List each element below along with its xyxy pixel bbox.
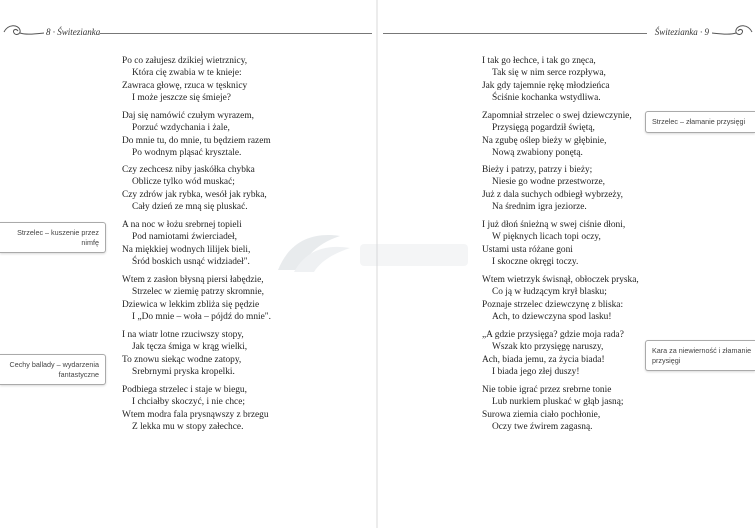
verse-line: I już dłoń śnieżną w swej ciśnie dłoni, xyxy=(482,220,626,230)
verse-line: To znowu siekąc wodne zatopy, xyxy=(122,354,242,365)
stanza xyxy=(122,164,267,214)
verse-line: Wtem wietrzyk świsnął, obłoczek pryska, xyxy=(482,275,639,285)
verse-line: Nie tobie igrać przez srebrne tonie xyxy=(482,385,612,395)
verse-line: I może jeszcze się śmieje? xyxy=(132,93,231,104)
verse-line: Tak się w nim serce rozpływa, xyxy=(492,68,606,79)
stanza xyxy=(122,55,247,105)
verse-line: Do mnie tu, do mnie, tu będziem razem xyxy=(122,135,271,146)
verse-line: Jak gdy tajemnie rękę młodzieńca xyxy=(482,80,610,91)
verse-line: Która cię zwabia w te knieje: xyxy=(132,68,242,79)
verse-line: Surowa ziemia ciało pochłonie, xyxy=(482,409,601,420)
verse-line: I na wiatr lotne rzuciwszy stopy, xyxy=(122,330,244,340)
stanza xyxy=(122,110,271,160)
verse-line: Wtem modra fala prysnąwszy z brzegu xyxy=(122,409,269,420)
stanza xyxy=(482,329,624,379)
verse-line: Dziewica w lekkim zbliża się pędzie xyxy=(122,299,260,310)
verse-line: Zawraca głowę, rzuca w tęsknicy xyxy=(122,80,248,91)
verse-line: Nową zwabiony ponętą. xyxy=(492,148,583,159)
stanza xyxy=(122,384,269,434)
stanza xyxy=(122,329,247,379)
verse-line: Wszak kto przysięgę naruszy, xyxy=(492,342,604,353)
verse-line: Po wodnym pląsać krysztale. xyxy=(132,148,242,159)
verse-line: W pięknych licach topi oczy, xyxy=(492,232,601,243)
verse-line: I biada jego złej duszy! xyxy=(492,367,580,378)
margin-note: Cechy ballady – wydarzenia fantastyczne xyxy=(0,354,106,385)
verse-line: I skoczne okręgi toczy. xyxy=(492,257,579,268)
verse-line: Po co załujesz dzikiej wietrznicy, xyxy=(122,56,248,66)
header-rule-right xyxy=(383,33,647,34)
corner-flourish-right-icon xyxy=(712,22,754,44)
verse-line: Jak tęcza śmiga w krąg wielki, xyxy=(132,342,248,353)
verse-line: Wtem z zasłon błysną piersi łabędzie, xyxy=(122,275,264,285)
verse-line: „A gdzie przysięga? gdzie moja rada? xyxy=(482,330,624,340)
verse-line: Cały dzień ze mną się pluskać. xyxy=(132,202,248,213)
verse-line: Na średnim igra jeziorze. xyxy=(492,202,587,213)
corner-flourish-left-icon xyxy=(2,22,44,44)
verse-line: I chciałby skoczyć, i nie chce; xyxy=(132,397,245,408)
verse-line: Oczy twe źwirem zagasną. xyxy=(492,422,593,433)
page-header-left: 8 · Świtezianka xyxy=(46,27,101,37)
stanza xyxy=(482,219,625,269)
page-header-right: Świtezianka · 9 xyxy=(654,27,709,37)
stanza xyxy=(482,384,623,434)
verse-line: Srebrnymi pryska kropelki. xyxy=(132,367,235,378)
verse-line: Na miękkiej wodnych lilijek bieli, xyxy=(122,244,251,255)
verse-line: Strzelec w ziemię patrzy skromnie, xyxy=(132,287,264,298)
verse-line: Czy zechcesz niby jaskółka chybka xyxy=(122,165,255,175)
stanza xyxy=(122,274,271,324)
verse-line: Śród boskich usnąć widziadeł". xyxy=(132,257,250,268)
verse-line: I „Do mnie – woła – pójdź do mnie". xyxy=(132,312,271,323)
verse-line: Co ją w łudzącym krył blasku; xyxy=(492,287,607,298)
verse-line: Podbiega strzelec i staje w biegu, xyxy=(122,385,247,395)
stanza xyxy=(482,55,610,105)
verse-line: Ściśnie kochanka wstydliwa. xyxy=(492,93,601,104)
stanza xyxy=(482,110,632,160)
verse-line: Ach, biada jemu, za życia biada! xyxy=(482,354,605,365)
stanza xyxy=(482,164,623,214)
verse-line: Lub nurkiem pluskać w głąb jasną; xyxy=(492,397,624,408)
publisher-watermark-icon xyxy=(268,226,473,280)
verse-line: Pod namiotami źwierciadeł, xyxy=(132,232,237,243)
verse-line: Przysięgą pogardził świętą, xyxy=(492,123,595,134)
verse-line: Ach, to dziewczyna spod lasku! xyxy=(492,312,612,323)
verse-line: Oblicze tylko wód muskać; xyxy=(132,177,235,188)
verse-line: Ustami usta różane goni xyxy=(482,244,573,255)
verse-line: Już z dala suchych odbiegł wybrzeży, xyxy=(482,189,624,200)
verse-line: Zapomniał strzelec o swej dziewczynie, xyxy=(482,111,632,121)
header-rule-left xyxy=(100,33,372,34)
verse-line: Bieży i patrzy, patrzy i bieży; xyxy=(482,165,593,175)
stanza xyxy=(122,219,250,269)
verse-line: Czy zdrów jak rybka, wesół jak rybka, xyxy=(122,189,267,200)
verse-line: Daj się namówić czułym wyrazem, xyxy=(122,111,254,121)
verse-line: Z lekka mu w stopy załechce. xyxy=(132,422,244,433)
verse-line: Poznaje strzelec dziewczynę z bliska: xyxy=(482,299,624,310)
stanza xyxy=(482,274,639,324)
verse-line: Na zgubę oślep bieży w głębinie, xyxy=(482,135,607,146)
margin-note: Strzelec – złamanie przysięgi xyxy=(645,111,755,133)
verse-line: A na noc w łożu srebrnej topieli xyxy=(122,220,242,230)
margin-note: Kara za niewierność i złamanie przysięgi xyxy=(645,340,755,371)
verse-line: Porzuć wzdychania i żale, xyxy=(132,123,230,134)
verse-line: Niesie go wodne przestworze, xyxy=(492,177,605,188)
verse-line: I tak go łechce, i tak go znęca, xyxy=(482,56,596,66)
margin-note: Strzelec – kuszenie przez nimfę xyxy=(0,222,106,253)
